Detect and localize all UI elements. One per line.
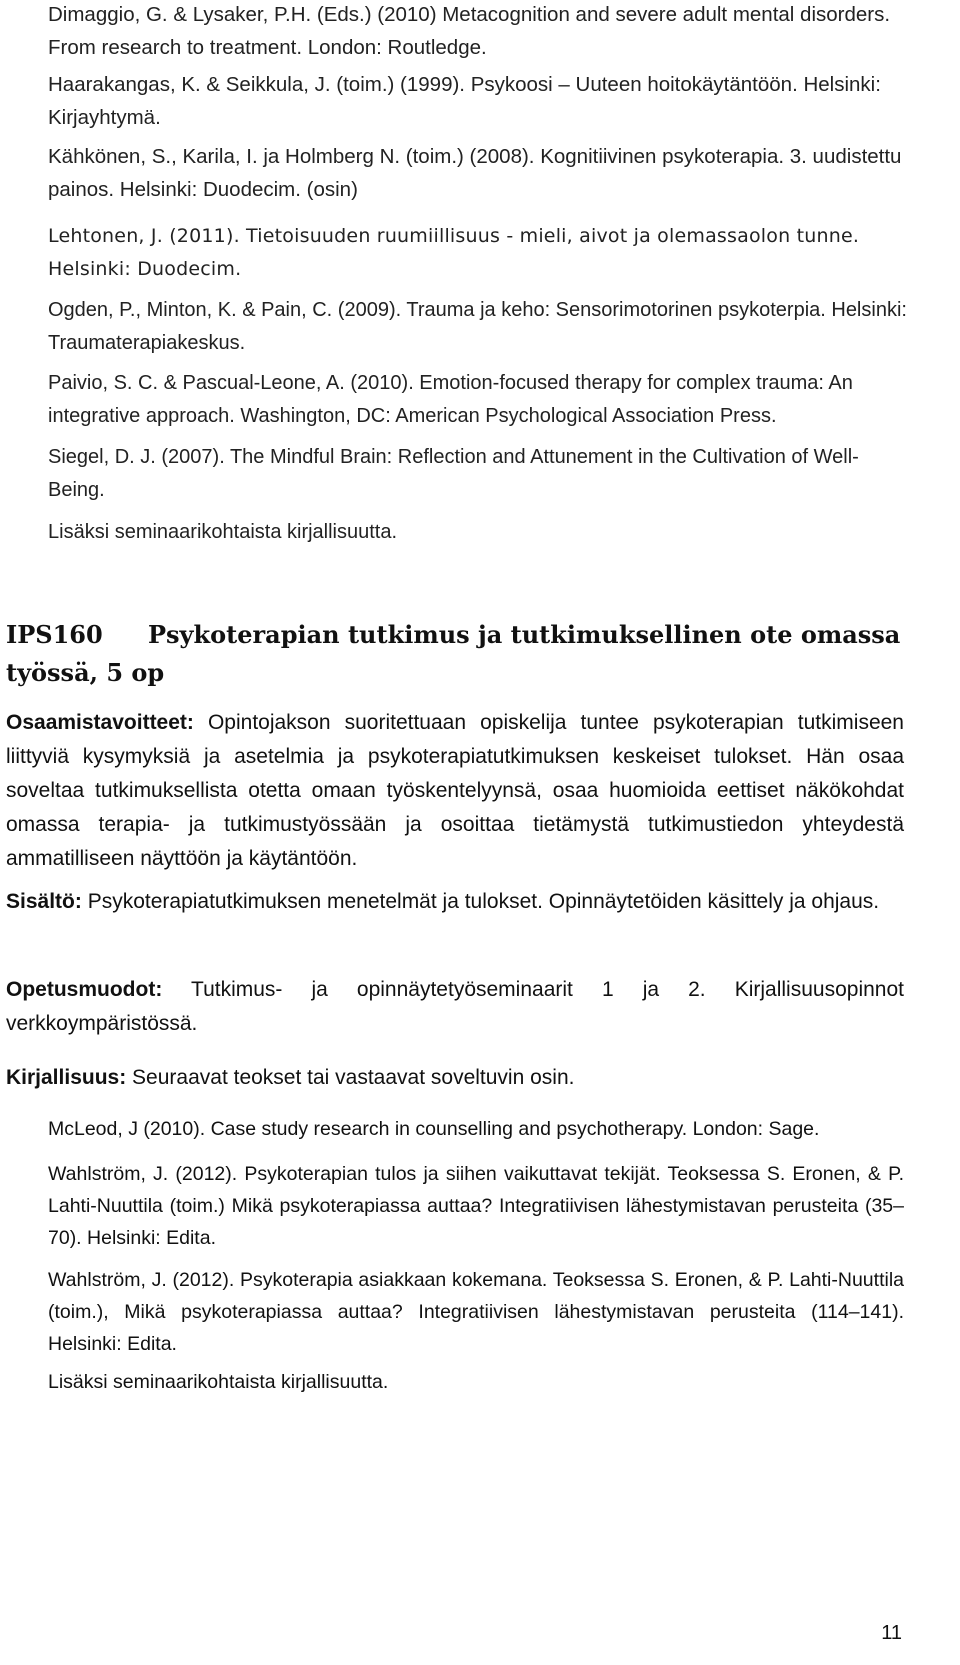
- reference-entry: Lehtonen, J. (2011). Tietoisuuden ruumiillisuus - mieli, aivot ja olemassaolon tunne. Helsinki: Duodecim.: [48, 225, 860, 280]
- learning-outcomes-text: Opintojakson suoritettuaan opiskelija tuntee psykoterapian tutkimiseen liittyviä kysymyksiä ja asetelmia ja psykoterapiatutkimuksen keskeiset tulokset. Hän osaa soveltaa tutkimuksellista otetta omaan työskentelyynsä, osaa huomioida eettiset näkökohdat omassa terapia- ja tutkimustyössään ja osoittaa tietämystä tutkimustiedon yhteydestä ammatilliseen näyttöön ja käytäntöön.: [6, 711, 904, 870]
- course-code: IPS160: [6, 620, 103, 649]
- content-text: Psykoterapiatutkimuksen menetelmät ja tulokset. Opinnäytetöiden käsittely ja ohjaus.: [87, 890, 880, 913]
- reference-entry: Kähkönen, S., Karila, I. ja Holmberg N. (toim.) (2008). Kognitiivinen psykoterapia. 3. uudistettu painos. Helsinki: Duodecim. (osin): [48, 145, 902, 201]
- course-heading: [6, 616, 906, 692]
- reference-entry: Haarakangas, K. & Seikkula, J. (toim.) (1999). Psykoosi – Uuteen hoitokäytäntöön. Helsinki: Kirjayhtymä.: [48, 73, 881, 129]
- literature-entry: Wahlström, J. (2012). Psykoterapian tulos ja siihen vaikuttavat tekijät. Teoksessa S. Eronen, & P. Lahti-Nuuttila (toim.) Mikä psykoterapiassa auttaa? Integratiivisen lähestymistavan perusteita (35–70). Helsinki: Edita.: [48, 1163, 904, 1249]
- teaching-methods-section: [6, 973, 904, 1041]
- teaching-methods-label: Opetusmuodot:: [6, 978, 163, 1001]
- teaching-methods-text: Tutkimus- ja opinnäytetyöseminaarit 1 ja 2. Kirjallisuusopinnot verkkoympäristössä.: [6, 978, 904, 1035]
- literature-section: [6, 1061, 904, 1095]
- reference-entry: Ogden, P., Minton, K. & Pain, C. (2009). Trauma ja keho: Sensorimotorinen psykoterpia. Helsinki: Traumaterapiakeskus.: [48, 299, 907, 354]
- literature-entry: Wahlström, J. (2012). Psykoterapia asiakkaan kokemana. Teoksessa S. Eronen, & P. Lahti-Nuuttila (toim.), Mikä psykoterapiassa auttaa? Integratiivisen lähestymistavan perusteita (114–141). Helsinki: Edita.: [48, 1269, 904, 1355]
- content-label: Sisältö:: [6, 890, 82, 913]
- literature-note: Lisäksi seminaarikohtaista kirjallisuutta.: [48, 1371, 389, 1393]
- literature-entry: McLeod, J (2010). Case study research in counselling and psychotherapy. London: Sage.: [48, 1118, 820, 1140]
- literature-text: Seuraavat teokset tai vastaavat soveltuvin osin.: [132, 1066, 575, 1089]
- reference-entry: Siegel, D. J. (2007). The Mindful Brain: Reflection and Attunement in the Cultivation of Well-Being.: [48, 446, 859, 501]
- page-number: 11: [881, 1622, 902, 1644]
- learning-outcomes-label: Osaamistavoitteet:: [6, 711, 194, 734]
- learning-outcomes: [6, 706, 904, 876]
- literature-label: Kirjallisuus:: [6, 1066, 127, 1089]
- course-title: Psykoterapian tutkimus ja tutkimuksellinen ote omassa työssä, 5 op: [6, 620, 901, 687]
- reference-note: Lisäksi seminaarikohtaista kirjallisuutta.: [48, 521, 398, 543]
- reference-entry: Dimaggio, G. & Lysaker, P.H. (Eds.) (2010) Metacognition and severe adult mental disorders. From research to treatment. London: Routledge.: [48, 3, 891, 59]
- reference-entry: Paivio, S. C. & Pascual-Leone, A. (2010). Emotion-focused therapy for complex trauma: An integrative approach. Washington, DC: American Psychological Association Press.: [48, 372, 853, 427]
- content-section: [6, 885, 904, 919]
